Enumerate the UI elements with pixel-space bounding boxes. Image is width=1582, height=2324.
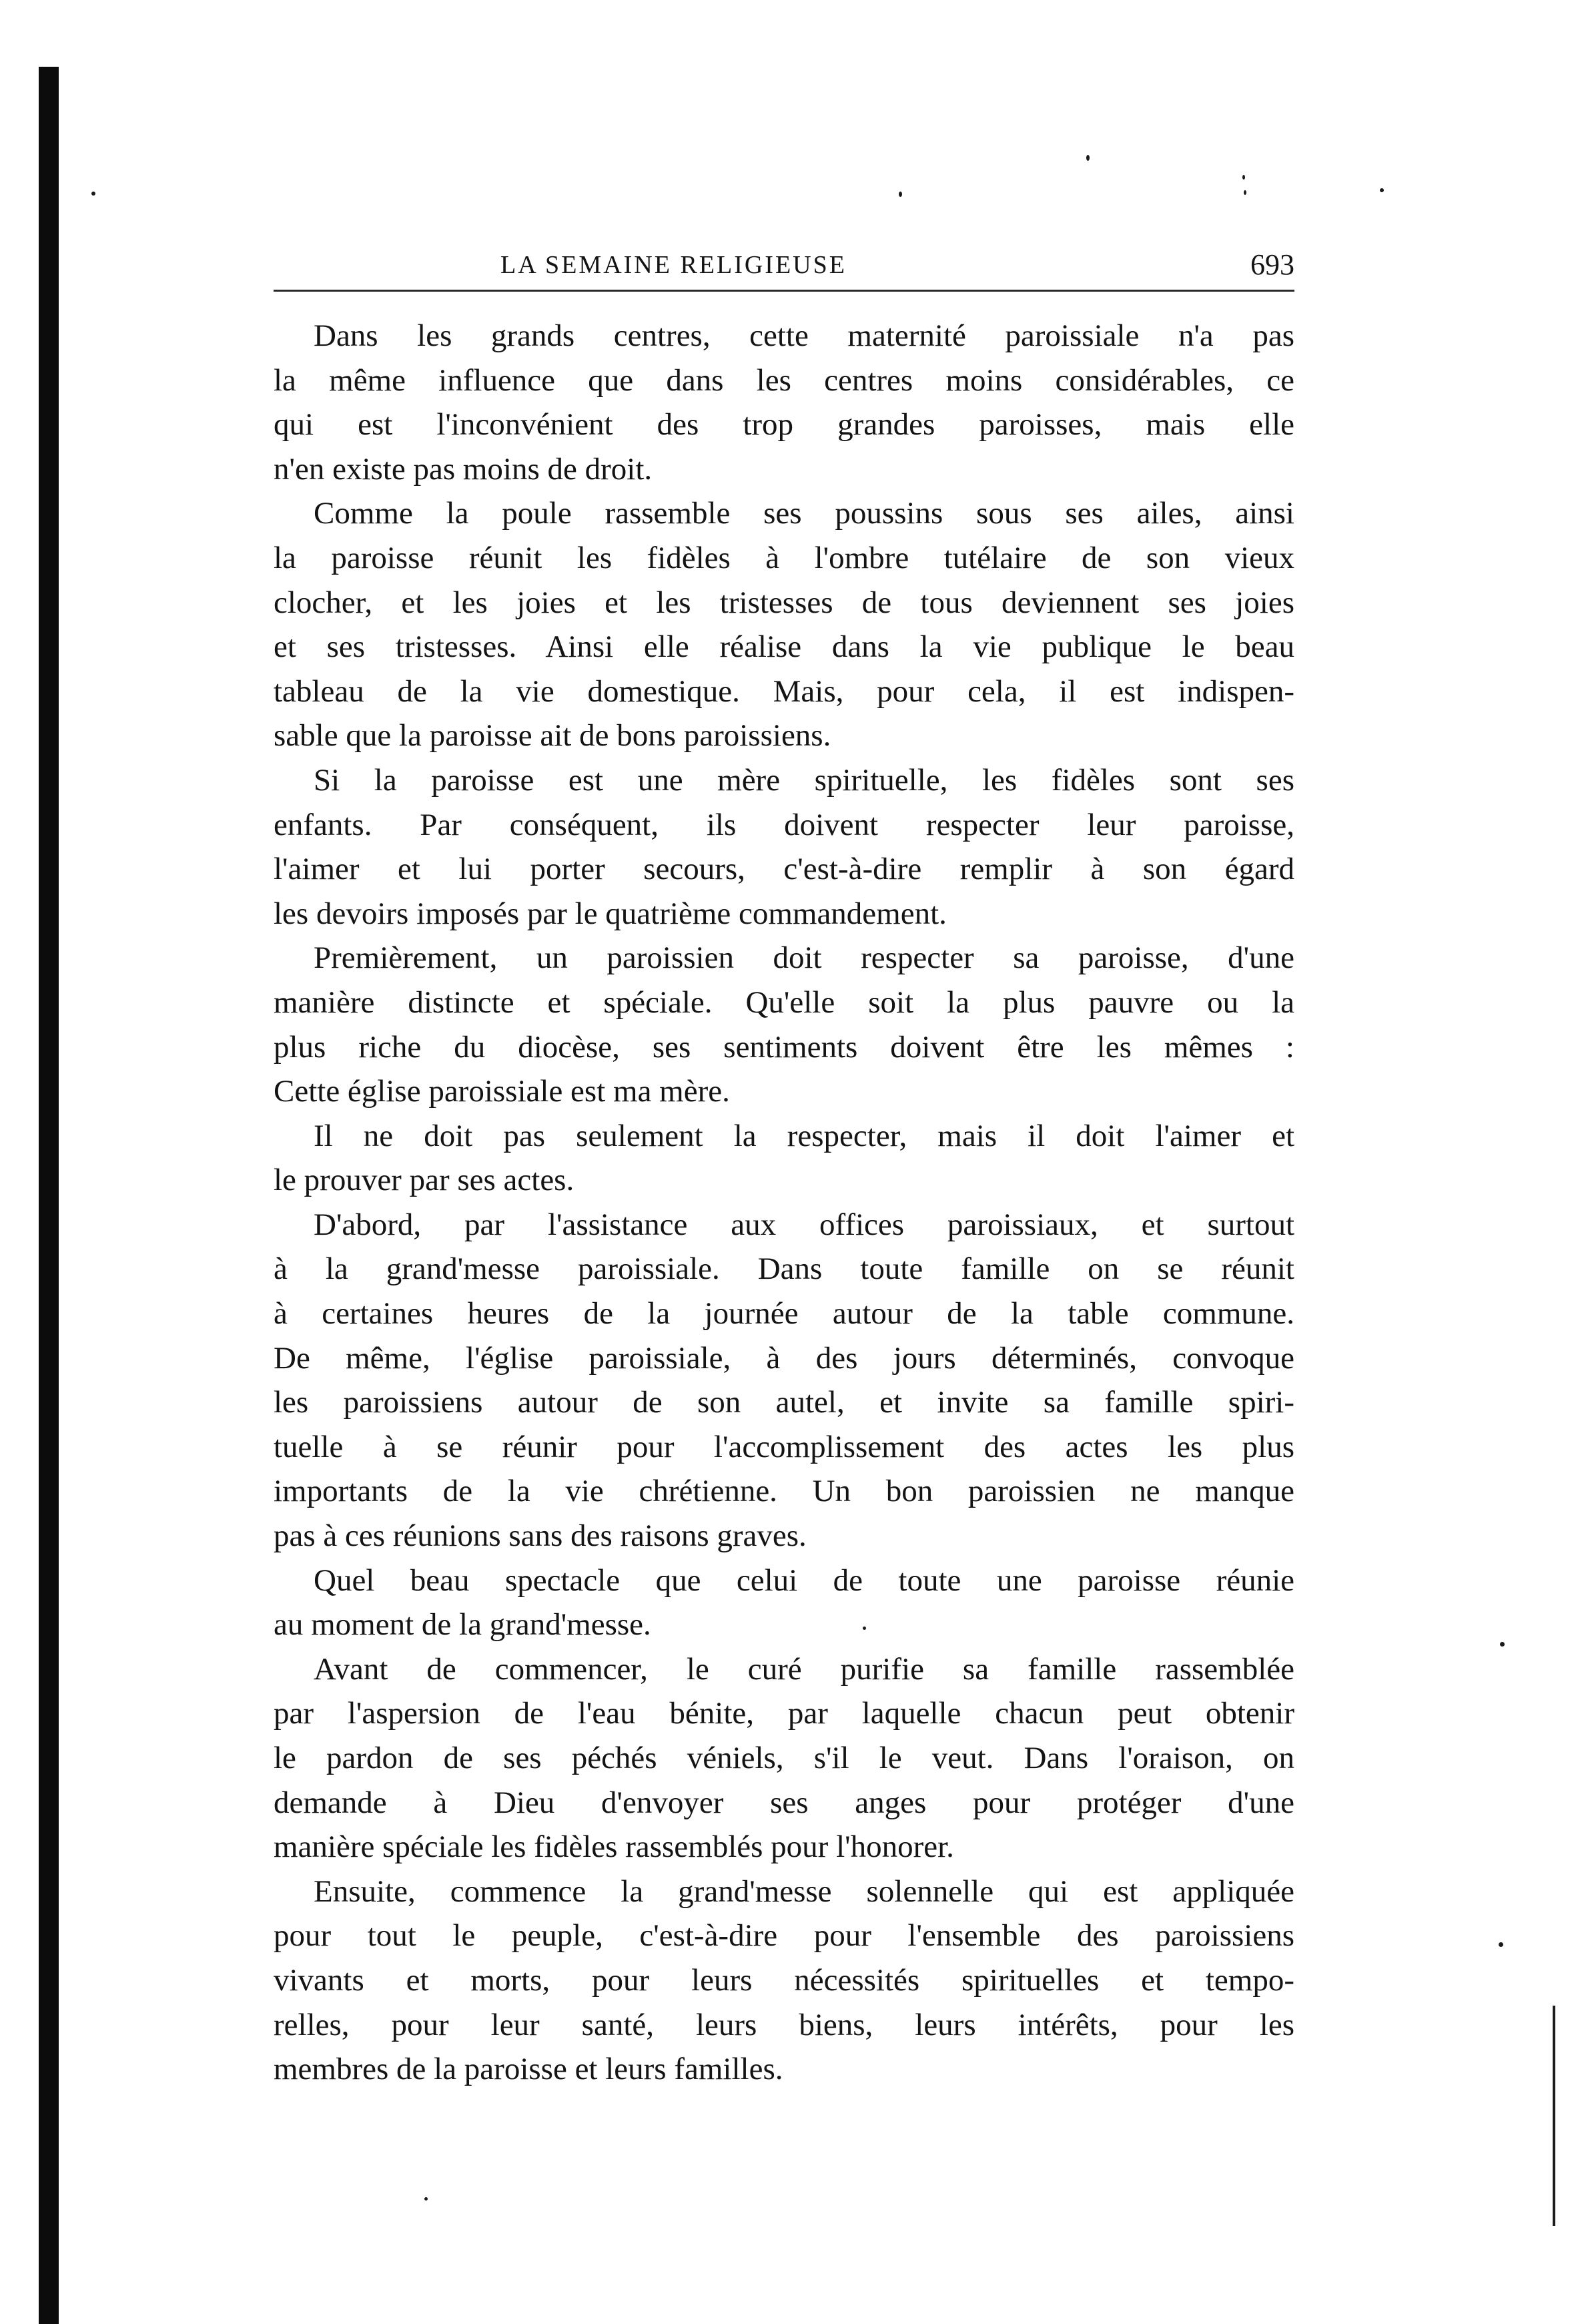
text-line: tuelle à se réunir pour l'accomplissement des actes les plus — [274, 1429, 1294, 1464]
text-line: tableau de la vie domestique. Mais, pour cela, il est indispen- — [274, 673, 1294, 709]
text-line: les paroissiens autour de son autel, et invite sa famille spiri- — [274, 1385, 1294, 1420]
scan-speck — [424, 2197, 428, 2201]
text-line: vivants et morts, pour leurs nécessités spirituelles et tempo- — [274, 1962, 1294, 1998]
body-text — [274, 314, 1294, 2092]
text-line: et ses tristesses. Ainsi elle réalise dans la vie publique le beau — [274, 629, 1294, 665]
text-line: manière spéciale les fidèles rassemblés pour l'honorer. — [274, 1829, 954, 1865]
running-header-title: LA SEMAINE RELIGIEUSE — [500, 251, 847, 279]
scan-edge-mark — [1553, 2006, 1555, 2226]
text-line: membres de la paroisse et leurs familles. — [274, 2052, 783, 2087]
text-line: relles, pour leur santé, leurs biens, leurs intérêts, pour les — [274, 2007, 1294, 2042]
paragraph — [274, 1203, 1294, 1558]
paragraph — [274, 758, 1294, 936]
scan-speck — [899, 192, 902, 197]
text-line: Avant de commencer, le curé purifie sa famille rassemblée — [314, 1651, 1294, 1687]
paragraph — [274, 1869, 1294, 2092]
text-line: clocher, et les joies et les tristesses de tous deviennent ses joies — [274, 585, 1294, 620]
text-line: sable que la paroisse ait de bons paroissiens. — [274, 718, 831, 754]
scan-speck — [1499, 1942, 1503, 1947]
text-line: les devoirs imposés par le quatrième commandement. — [274, 896, 947, 931]
text-line: la paroisse réunit les fidèles à l'ombre tutélaire de son vieux — [274, 540, 1294, 575]
text-line: Cette église paroissiale est ma mère. — [274, 1074, 730, 1109]
text-line: n'en existe pas moins de droit. — [274, 451, 653, 487]
text-line: qui est l'inconvénient des trop grandes paroisses, mais elle — [274, 407, 1294, 443]
text-line: au moment de la grand'messe. — [274, 1607, 651, 1643]
text-line: Ensuite, commence la grand'messe solennelle qui est appliquée — [314, 1873, 1294, 1909]
binding-shadow-bar — [39, 67, 59, 2324]
text-line: pas à ces réunions sans des raisons graves. — [274, 1518, 807, 1554]
page-number: 693 — [1250, 248, 1294, 281]
text-line: à la grand'messe paroissiale. Dans toute famille on se réunit — [274, 1251, 1294, 1287]
scan-speck — [1380, 188, 1384, 192]
scan-speck — [1242, 175, 1245, 180]
text-line: Premièrement, un paroissien doit respecter sa paroisse, d'une — [314, 940, 1294, 976]
text-line: pour tout le peuple, c'est-à-dire pour l'ensemble des paroissiens — [274, 1918, 1294, 1954]
text-line: De même, l'église paroissiale, à des jours déterminés, convoque — [274, 1340, 1294, 1376]
text-line: par l'aspersion de l'eau bénite, par laquelle chacun peut obtenir — [274, 1696, 1294, 1731]
text-line: la même influence que dans les centres moins considérables, ce — [274, 362, 1294, 398]
scan-speck — [1086, 155, 1090, 161]
paragraph — [274, 1558, 1294, 1647]
running-header — [274, 242, 1294, 288]
text-line: enfants. Par conséquent, ils doivent respecter leur paroisse, — [274, 807, 1294, 842]
text-line: demande à Dieu d'envoyer ses anges pour protéger d'une — [274, 1785, 1294, 1820]
header-rule — [274, 290, 1294, 292]
text-line: Il ne doit pas seulement la respecter, mais il doit l'aimer et — [314, 1118, 1294, 1153]
text-line: importants de la vie chrétienne. Un bon paroissien ne manque — [274, 1474, 1294, 1509]
scan-speck — [1500, 1642, 1505, 1647]
scan-speck — [1244, 190, 1246, 195]
paragraph — [274, 1114, 1294, 1203]
text-line: Quel beau spectacle que celui de toute une paroisse réunie — [314, 1562, 1294, 1598]
text-line: le pardon de ses péchés véniels, s'il le veut. Dans l'oraison, on — [274, 1741, 1294, 1775]
text-line: Si la paroisse est une mère spirituelle, les fidèles sont ses — [314, 762, 1294, 798]
text-line: l'aimer et lui porter secours, c'est-à-dire remplir à son égard — [274, 852, 1294, 887]
text-line: Dans les grands centres, cette maternité paroissiale n'a pas — [314, 318, 1294, 353]
text-line: manière distincte et spéciale. Qu'elle soit la plus pauvre ou la — [274, 984, 1294, 1020]
text-line: Comme la poule rassemble ses poussins sous ses ailes, ainsi — [314, 496, 1294, 531]
scan-speck — [91, 192, 95, 196]
text-line: D'abord, par l'assistance aux offices paroissiaux, et surtout — [314, 1207, 1294, 1242]
text-line: à certaines heures de la journée autour de la table commune. — [274, 1296, 1294, 1332]
paragraph — [274, 936, 1294, 1113]
text-line: plus riche du diocèse, ses sentiments doivent être les mêmes : — [274, 1029, 1294, 1065]
paragraph — [274, 314, 1294, 491]
paragraph — [274, 491, 1294, 758]
text-line: le prouver par ses actes. — [274, 1163, 574, 1198]
paragraph — [274, 1647, 1294, 1869]
